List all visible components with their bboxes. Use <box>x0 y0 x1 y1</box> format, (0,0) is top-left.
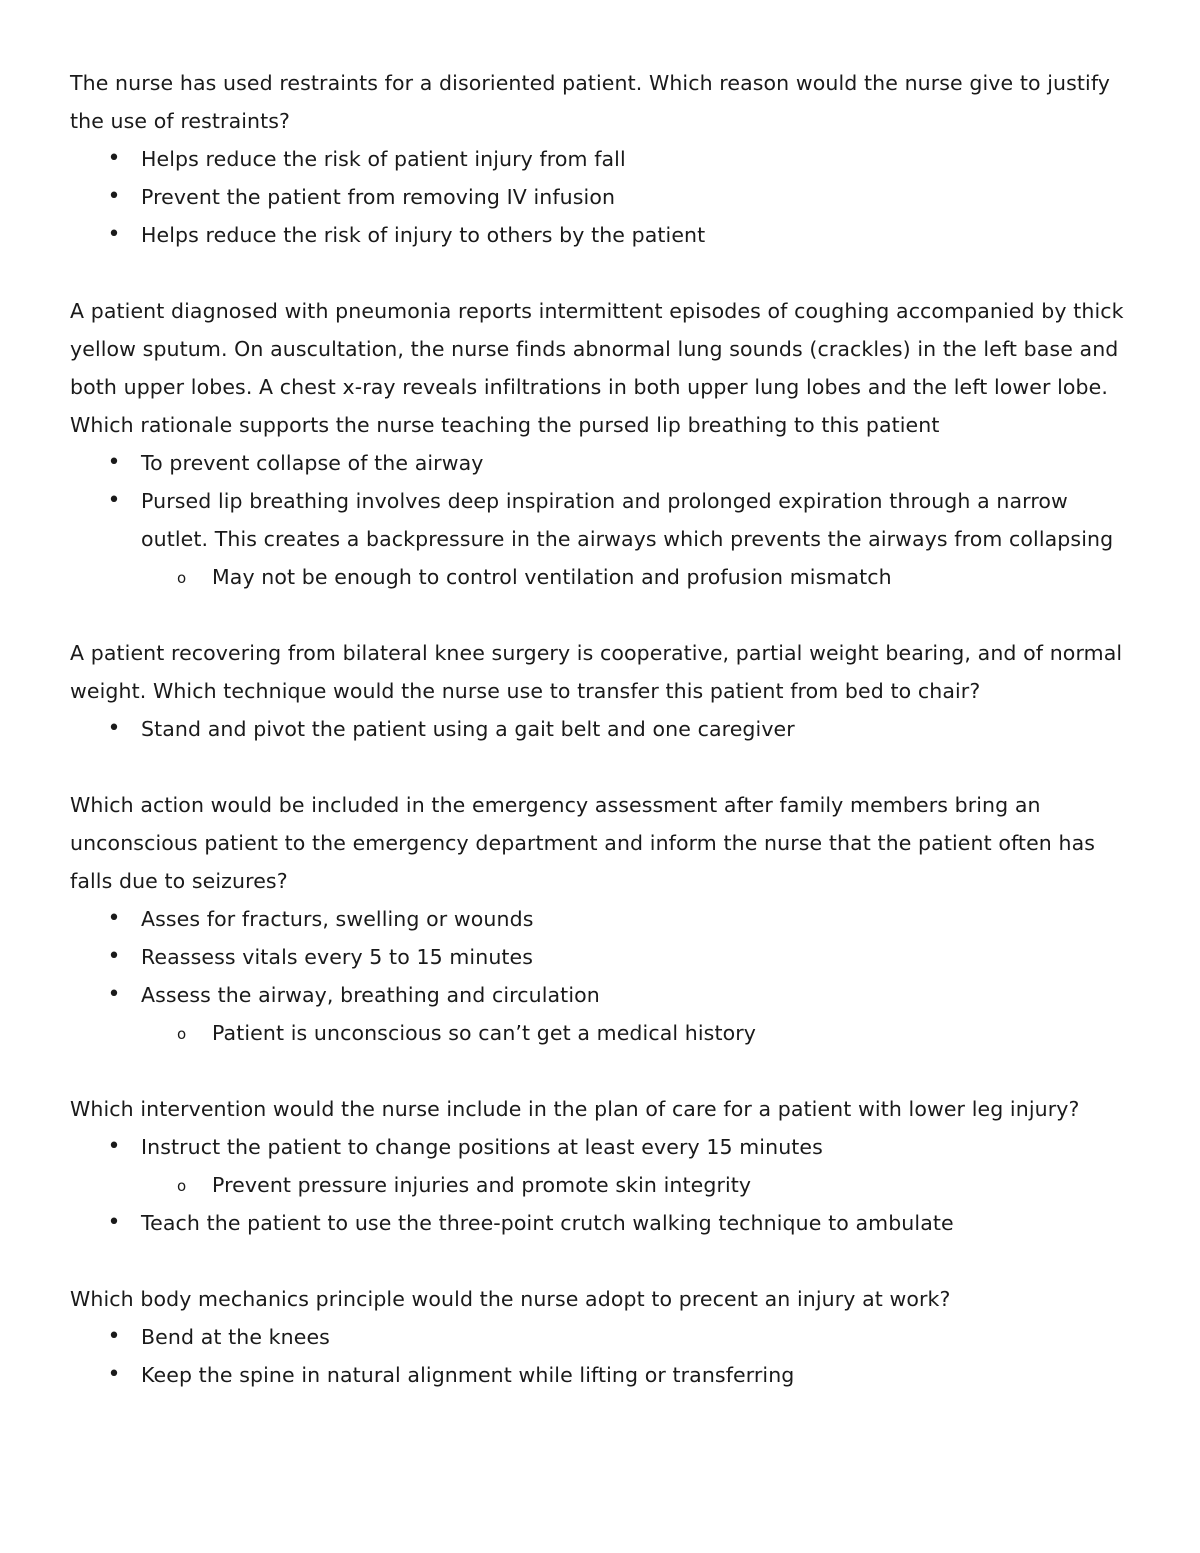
question-block <box>70 786 1132 1052</box>
answer-list <box>70 140 1132 254</box>
document-page <box>70 64 1132 1394</box>
question-text: Which body mechanics principle would the nurse adopt to precent an injury at work? <box>70 1287 951 1311</box>
rationale-list <box>141 1014 1132 1052</box>
answer-item <box>70 444 1132 482</box>
answer-item <box>70 900 1132 938</box>
answer-list <box>70 900 1132 1052</box>
answer-list <box>70 710 1132 748</box>
question-block <box>70 634 1132 748</box>
bullet-icon: • <box>107 184 121 209</box>
answer-item <box>70 216 1132 254</box>
bullet-icon: • <box>107 450 121 475</box>
answer-item <box>70 1128 1132 1204</box>
answer-text: Keep the spine in natural alignment while lifting or transferring <box>141 1363 795 1387</box>
rationale-list <box>141 1166 1132 1204</box>
answer-item <box>70 938 1132 976</box>
rationale-item <box>141 558 1132 596</box>
sub-bullet-icon: o <box>177 569 187 587</box>
question-text: A patient diagnosed with pneumonia reports intermittent episodes of coughing accompanied by thick yellow sputum. On auscultation, the nurse finds abnormal lung sounds (crackles) in the left base and both upper lobes. A chest x-ray reveals infiltrations in both upper lung lobes and the left lower lobe. Which rationale supports the nurse teaching the pursed lip breathing to this patient <box>70 299 1124 437</box>
answer-text: Assess the airway, breathing and circulation <box>141 983 600 1007</box>
bullet-icon: • <box>107 1210 121 1235</box>
rationale-item <box>141 1166 1132 1204</box>
answer-text: Pursed lip breathing involves deep inspiration and prolonged expiration through a narrow outlet. This creates a backpressure in the airways which prevents the airways from collapsing <box>141 489 1114 551</box>
answer-text: Asses for fracturs, swelling or wounds <box>141 907 534 931</box>
rationale-text: May not be enough to control ventilation and profusion mismatch <box>212 565 892 589</box>
answer-item <box>70 1204 1132 1242</box>
question-text: Which action would be included in the emergency assessment after family members bring an unconscious patient to the emergency department and inform the nurse that the patient often has falls due to seizures? <box>70 793 1096 893</box>
question-text: A patient recovering from bilateral knee surgery is cooperative, partial weight bearing, and of normal weight. Which technique would the nurse use to transfer this patient from bed to chair? <box>70 641 1123 703</box>
answer-text: Bend at the knees <box>141 1325 330 1349</box>
answer-item <box>70 1356 1132 1394</box>
sub-bullet-icon: o <box>177 1025 187 1043</box>
answer-item <box>70 178 1132 216</box>
answer-list <box>70 444 1132 596</box>
rationale-item <box>141 1014 1132 1052</box>
bullet-icon: • <box>107 982 121 1007</box>
answer-list <box>70 1318 1132 1394</box>
answer-text: Teach the patient to use the three-point crutch walking technique to ambulate <box>141 1211 954 1235</box>
question-text: Which intervention would the nurse include in the plan of care for a patient with lower leg injury? <box>70 1097 1080 1121</box>
question-text: The nurse has used restraints for a disoriented patient. Which reason would the nurse give to justify the use of restraints? <box>70 71 1111 133</box>
answer-text: Stand and pivot the patient using a gait belt and one caregiver <box>141 717 795 741</box>
answer-item <box>70 140 1132 178</box>
bullet-icon: • <box>107 1134 121 1159</box>
question-block <box>70 1280 1132 1394</box>
bullet-icon: • <box>107 716 121 741</box>
answer-text: Helps reduce the risk of patient injury from fall <box>141 147 626 171</box>
sub-bullet-icon: o <box>177 1177 187 1195</box>
bullet-icon: • <box>107 488 121 513</box>
answer-item <box>70 976 1132 1052</box>
answer-text: Prevent the patient from removing IV infusion <box>141 185 616 209</box>
question-block <box>70 292 1132 596</box>
rationale-text: Prevent pressure injuries and promote skin integrity <box>212 1173 752 1197</box>
question-block <box>70 1090 1132 1242</box>
answer-item <box>70 1318 1132 1356</box>
answer-text: Instruct the patient to change positions at least every 15 minutes <box>141 1135 823 1159</box>
answer-text: To prevent collapse of the airway <box>141 451 484 475</box>
bullet-icon: • <box>107 1362 121 1387</box>
rationale-list <box>141 558 1132 596</box>
answer-item <box>70 710 1132 748</box>
answer-list <box>70 1128 1132 1242</box>
bullet-icon: • <box>107 1324 121 1349</box>
answer-item <box>70 482 1132 596</box>
answer-text: Helps reduce the risk of injury to others by the patient <box>141 223 706 247</box>
bullet-icon: • <box>107 222 121 247</box>
rationale-text: Patient is unconscious so can’t get a medical history <box>212 1021 756 1045</box>
bullet-icon: • <box>107 944 121 969</box>
question-block <box>70 64 1132 254</box>
bullet-icon: • <box>107 146 121 171</box>
answer-text: Reassess vitals every 5 to 15 minutes <box>141 945 534 969</box>
bullet-icon: • <box>107 906 121 931</box>
